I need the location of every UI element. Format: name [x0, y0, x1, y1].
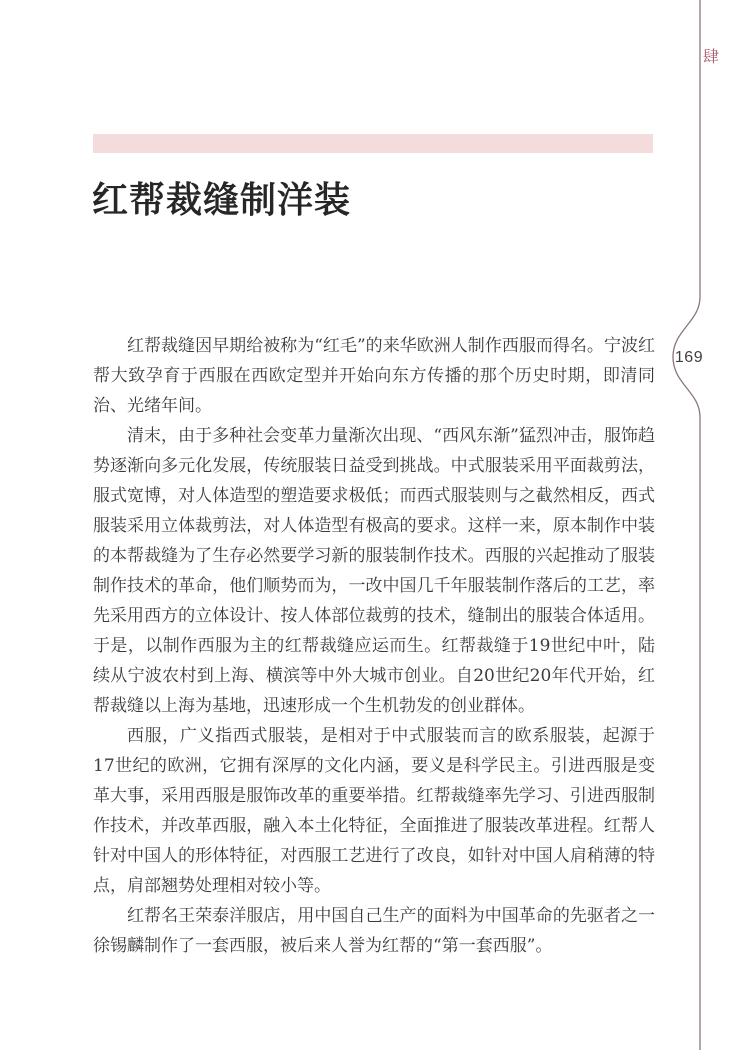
paragraph-3: 西服，广义指西式服装，是相对于中式服装而言的欧系服装，起源于17世纪的欧洲，它拥有深厚的文化内涵，要义是科学民主。引进西服是变革大事，采用西服是服饰改革的重要举措。红帮裁缝率先学习、引进西服制作技术，并改革西服，融入本土化特征，全面推进了服装改革进程。红帮人针对中国人的形体特征，对西服工艺进行了改良，如针对中国人肩稍薄的特点，肩部翘势处理相对较小等。 — [93, 726, 655, 896]
paragraph-2: 清末，由于多种社会变革力量渐次出现、“西风东渐”猛烈冲击，服饰趋势逐渐向多元化发展，传统服装日益受到挑战。中式服装采用平面裁剪法，服式宽博，对人体造型的塑造要求极低；而西式服装则与之截然相反，西式服装采用立体裁剪法，对人体造型有极高的要求。这样一来，原本制作中装的本帮裁缝为了生存必然要学习新的服装制作技术。西服的兴起推动了服装制作技术的革命，他们顺势而为，一改中国几千年服装制作落后的工艺，率先采用西方的立体设计、按人体部位裁剪的技术，缝制出的服装合体适用。于是，以制作西服为主的红帮裁缝应运而生。红帮裁缝于19世纪中叶，陆续从宁波农村到上海、横滨等中外大城市创业。自20世纪20年代开始，红帮裁缝以上海为基地，迅速形成一个生机勃发的创业群体。 — [93, 426, 655, 716]
accent-bar — [93, 134, 653, 153]
page-number: 169 — [674, 349, 704, 366]
section-marker: 肆 — [703, 47, 720, 66]
article-body — [93, 331, 655, 961]
edge-line-with-bulge — [673, 0, 700, 1050]
paragraph-1: 红帮裁缝因早期给被称为“红毛”的来华欧洲人制作西服而得名。宁波红帮大致孕育于西服在西欧定型并开始向东方传播的那个历史时期，即清同治、光绪年间。 — [93, 336, 655, 416]
page-title: 红帮裁缝制洋装 — [92, 179, 352, 221]
paragraph-4: 红帮名王荣泰洋服店，用中国自己生产的面料为中国革命的先驱者之一徐锡麟制作了一套西服，被后来人誉为红帮的“第一套西服”。 — [93, 906, 655, 956]
